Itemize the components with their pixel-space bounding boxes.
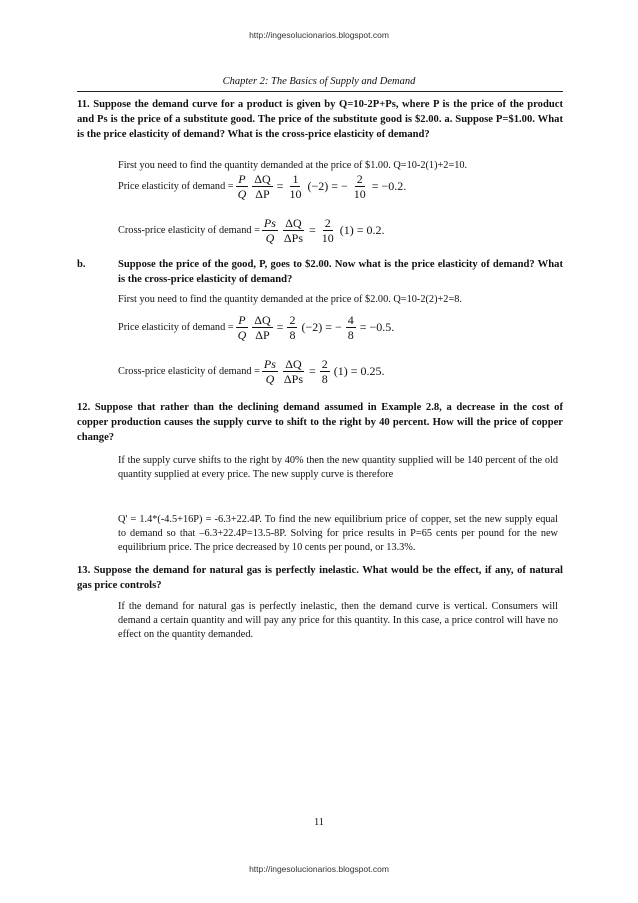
fraction [287,314,297,341]
top-url[interactable]: http://ingesolucionarios.blogspot.com [249,30,389,40]
formula-result: (1) = 0.25. [333,364,385,378]
fraction [352,173,368,200]
numerator: 2 [356,172,363,186]
denominator: 8 [321,372,328,386]
header-rule [77,91,563,92]
numerator: 2 [324,216,331,230]
formula-middle: (−2) = − [301,320,342,334]
numerator: P [238,313,246,327]
q11b-cross-elasticity [118,358,387,385]
numerator: 2 [289,313,296,327]
numerator: ΔQ [254,172,271,186]
denominator: 8 [347,328,354,342]
q11a-intro: First you need to find the quantity demanded at the price of $1.00. Q=10-2(1)+2=10. [118,160,468,171]
formula-result: = −0.5. [359,320,395,334]
equals: = [276,320,284,334]
numerator: Ps [263,216,276,230]
formula-middle: (−2) = − [307,179,348,193]
fraction [236,173,249,200]
denominator: 10 [289,187,302,201]
denominator: Q [265,372,275,386]
question-11b: Suppose the price of the good, P, goes to $2.00. Now what is the price elasticity of demand? What is the cross-price elasticity of demand? [118,259,563,286]
fraction [236,314,249,341]
numerator: P [238,172,246,186]
formula-result: = −0.2. [371,179,407,193]
fraction [252,314,272,341]
fraction [262,358,278,385]
q13-answer: If the demand for natural gas is perfectly inelastic, then the demand curve is vertical. Consumers will demand a certain quantity and will pay any price for this quantity. In this case, a price control will have no effect on the quantity demanded. [118,601,558,640]
chapter-title: Chapter 2: The Basics of Supply and Demand [222,76,416,87]
numerator: 1 [292,172,299,186]
denominator: ΔPs [283,231,303,245]
denominator: Q [237,187,247,201]
numerator: ΔQ [285,216,302,230]
question-13: 13. Suppose the demand for natural gas is perfectly inelastic. What would be the effect, if any, of natural gas price controls? [77,565,563,592]
denominator: Q [237,328,247,342]
question-12: 12. Suppose that rather than the declining demand assumed in Example 2.8, a decrease in the cost of copper production causes the supply curve to shift to the right by 40 percent. How will the price of copper change? [77,402,563,444]
fraction [320,217,336,244]
formula-label: Cross-price elasticity of demand = [118,366,260,377]
numerator: Ps [263,357,276,371]
equals: = [308,223,316,237]
denominator: 10 [353,187,366,201]
formula-label: Cross-price elasticity of demand = [118,225,260,236]
fraction [287,173,303,200]
fraction [282,358,305,385]
denominator: 10 [321,231,334,245]
page-number: 11 [313,817,325,828]
q11a-cross-elasticity [118,217,387,244]
bottom-url[interactable]: http://ingesolucionarios.blogspot.com [249,864,389,874]
numerator: ΔQ [254,313,271,327]
formula-label: Price elasticity of demand = [118,322,234,333]
fraction [262,217,278,244]
fraction [282,217,305,244]
fraction [346,314,356,341]
formula-result: (1) = 0.2. [339,223,385,237]
denominator: Q [265,231,275,245]
denominator: ΔP [255,187,270,201]
numerator: 2 [321,357,328,371]
denominator: ΔP [255,328,270,342]
equals: = [276,179,284,193]
fraction [252,173,272,200]
q12-answer-1: If the supply curve shifts to the right by 40% then the new quantity supplied will be 140 percent of the old quantity supplied at every price. The new supply curve is therefore [118,455,558,480]
q11b-intro: First you need to find the quantity demanded at the price of $2.00. Q=10-2(2)+2=8. [118,294,462,305]
equals: = [308,364,316,378]
denominator: ΔPs [283,372,303,386]
fraction [320,358,330,385]
formula-label: Price elasticity of demand = [118,181,234,192]
q11a-price-elasticity [118,173,408,200]
numerator: ΔQ [285,357,302,371]
denominator: 8 [289,328,296,342]
q12-answer-2: Q' = 1.4*(-4.5+16P) = -6.3+22.4P. To find the new equilibrium price of copper, set the new supply equal to demand so that –6.3+22.4P=13.5-8P. Solving for price results in P=65 cents per pound for the new equilibrium price. The price decreased by 10 cents per pound, or 13.3%. [118,514,558,553]
question-11: 11. Suppose the demand curve for a product is given by Q=10-2P+Ps, where P is the price of the product and Ps is the price of a substitute good. The price of the substitute good is $2.00. a. Suppose P=$1.00. What is the price elasticity of demand? What is the cross-price elasticity of demand? [77,99,563,141]
q11b-price-elasticity [118,314,396,341]
part-b-label: b. [77,259,86,270]
numerator: 4 [347,313,354,327]
